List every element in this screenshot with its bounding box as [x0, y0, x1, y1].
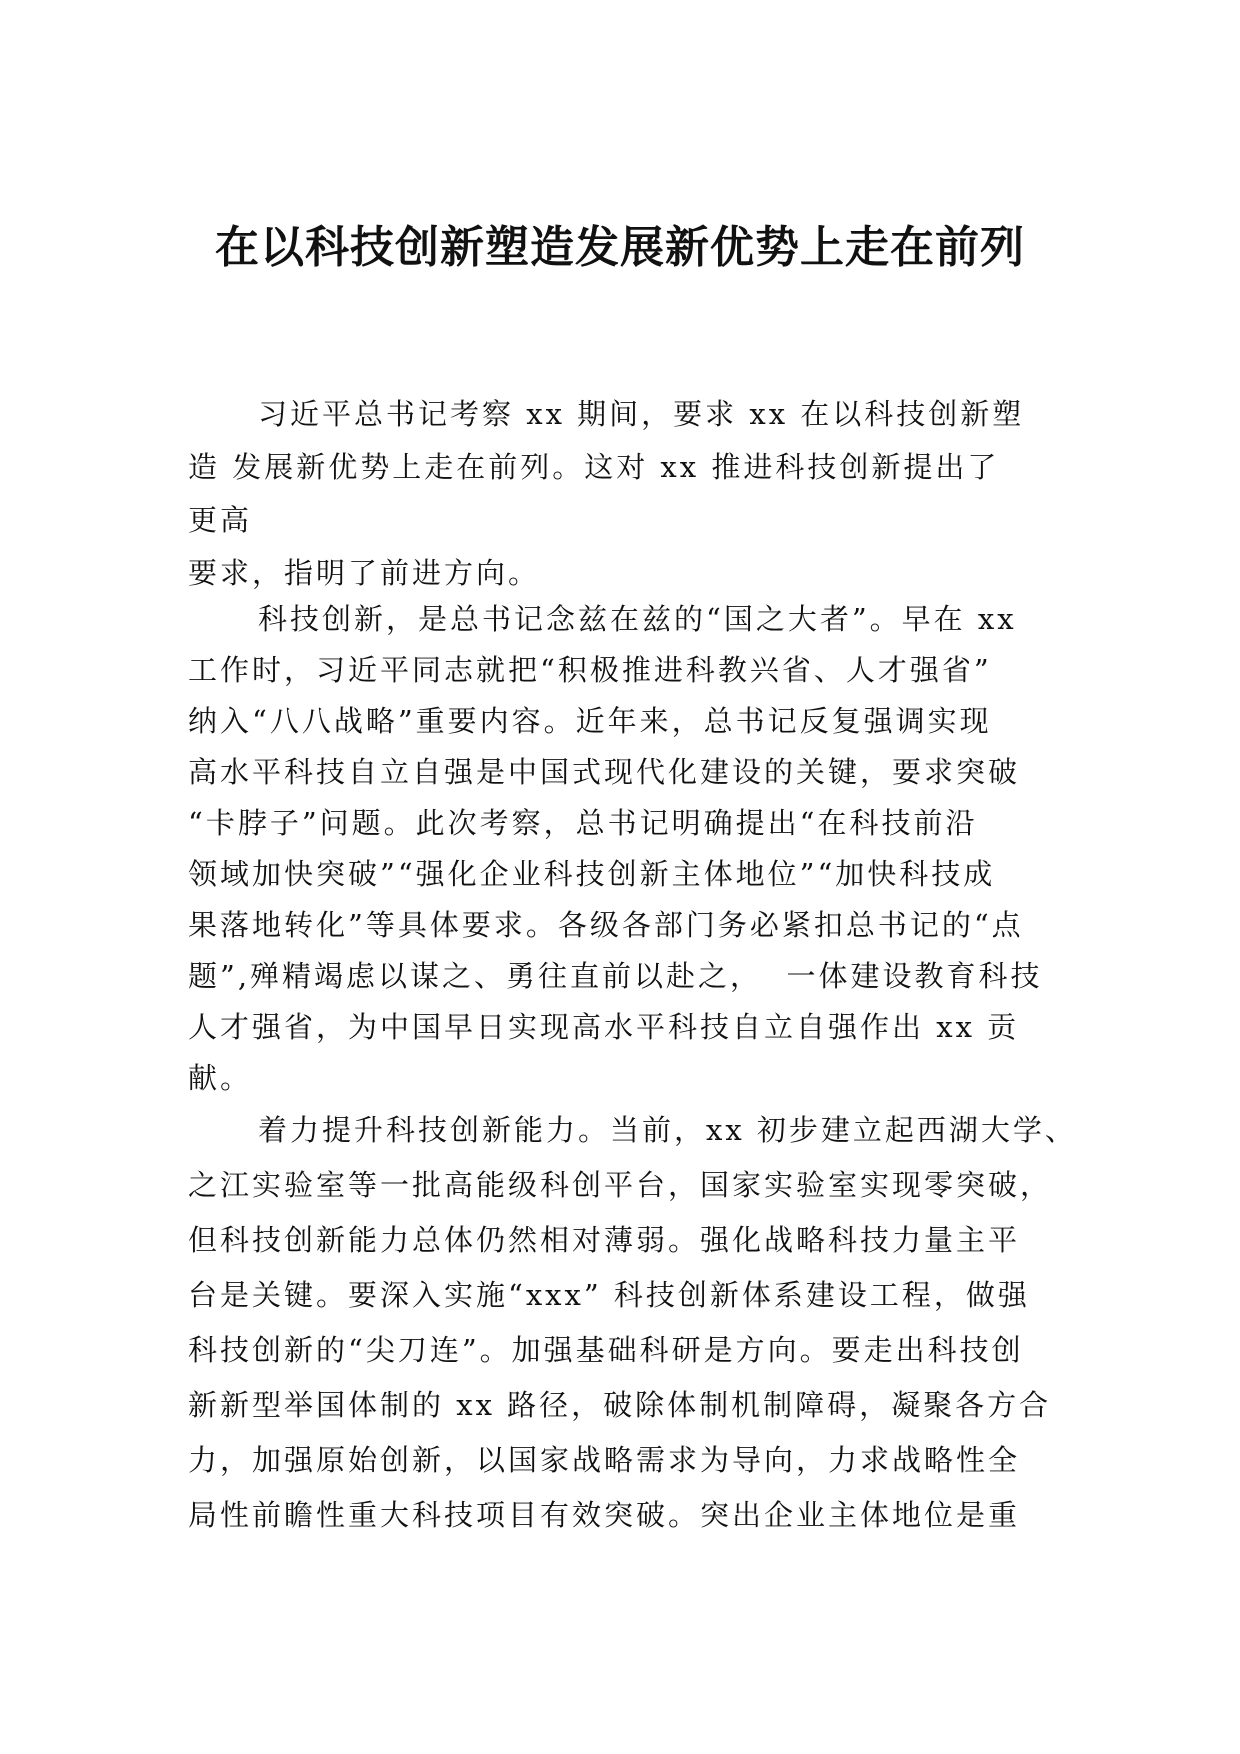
paragraph-line: 新新型举国体制的 xx 路径，破除体制机制障碍，凝聚各方合 — [188, 1388, 1052, 1422]
paragraph-line: 局性前瞻性重大科技项目有效突破。突出企业主体地位是重 — [188, 1498, 1021, 1532]
paragraph-line: “卡脖子”问题。此次考察，总书记明确提出“在科技前沿 — [188, 806, 978, 840]
paragraph-2 — [188, 594, 1068, 1104]
paragraph-line: 工作时，习近平同志就把“积极推进科教兴省、人才强省” — [188, 653, 992, 687]
paragraph-3 — [188, 1103, 1077, 1543]
paragraph-line: 果落地转化”等具体要求。各级各部门务必紧扣总书记的“点 — [188, 908, 1024, 942]
paragraph-line: 要求，指明了前进方向。 — [188, 556, 541, 590]
paragraph-line: 但科技创新能力总体仍然相对薄弱。强化战略科技力量主平 — [188, 1223, 1021, 1257]
paragraph-line: 献。 — [188, 1061, 253, 1095]
paragraph-line: 科技创新，是总书记念兹在兹的“国之大者”。早在 xx — [258, 602, 1017, 636]
paragraph-line: 题”,殚精竭虑以谋之、勇往直前以赴之， 一体建设教育科技 — [188, 959, 1043, 993]
paragraph-line: 纳入“八八战略”重要内容。近年来，总书记反复强调实现 — [188, 704, 992, 738]
paragraph-line: 更高 — [188, 503, 253, 537]
paragraph-1 — [188, 388, 1068, 600]
paragraph-line: 科技创新的“尖刀连”。加强基础科研是方向。要走出科技创 — [188, 1333, 1024, 1367]
paragraph-line: 人才强省，为中国早日实现高水平科技自立自强作出 xx 贡 — [188, 1010, 1020, 1044]
paragraph-line: 着力提升科技创新能力。当前，xx 初步建立起西湖大学、 — [258, 1113, 1077, 1147]
paragraph-line: 习近平总书记考察 xx 期间，要求 xx 在以科技创新塑 — [258, 397, 1025, 431]
paragraph-line: 之江实验室等一批高能级科创平台，国家实验室实现零突破， — [188, 1168, 1053, 1202]
paragraph-line: 力，加强原始创新，以国家战略需求为导向，力求战略性全 — [188, 1443, 1021, 1477]
paragraph-line: 领域加快突破”“强化企业科技创新主体地位”“加快科技成 — [188, 857, 996, 891]
document-title: 在以科技创新塑造发展新优势上走在前列 — [215, 222, 1025, 273]
paragraph-line: 造 发展新优势上走在前列。这对 xx 推进科技创新提出了 — [188, 450, 1000, 484]
paragraph-line: 台是关键。要深入实施“xxx” 科技创新体系建设工程，做强 — [188, 1278, 1030, 1312]
paragraph-line: 高水平科技自立自强是中国式现代化建设的关键，要求突破 — [188, 755, 1021, 789]
